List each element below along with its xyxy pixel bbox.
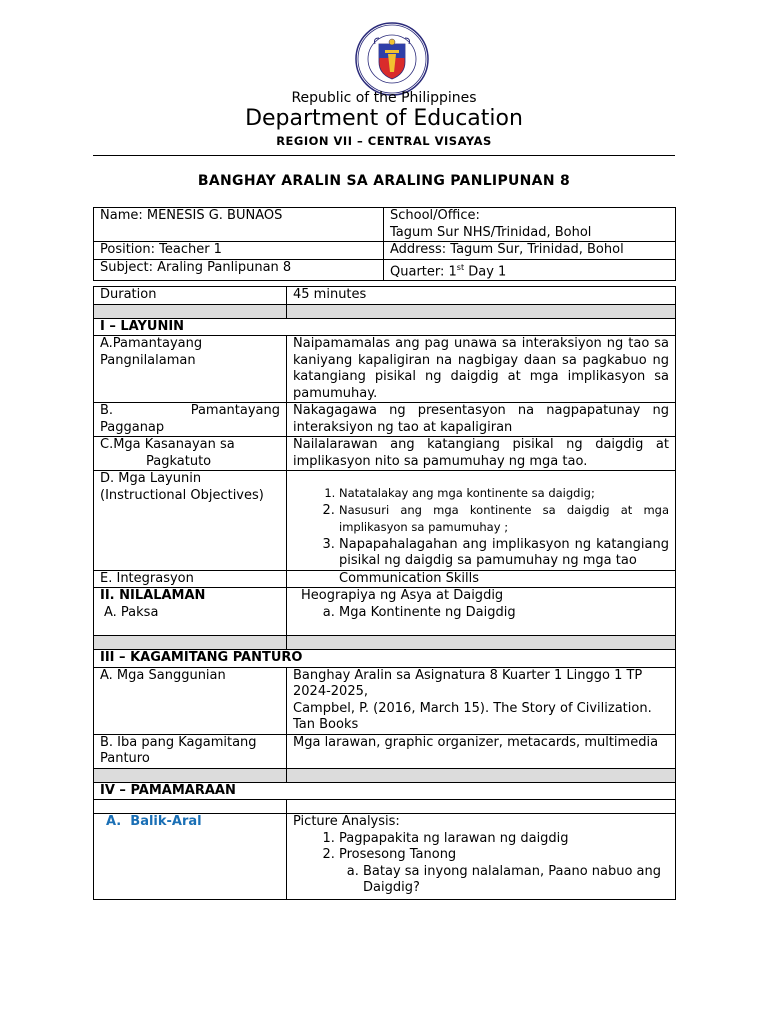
spacer-row	[94, 636, 676, 650]
address: Address: Tagum Sur, Trinidad, Bohol	[384, 242, 676, 260]
pangnilalaman-label: A.Pamantayang Pangnilalaman	[94, 336, 287, 403]
deped-seal-icon	[355, 22, 429, 96]
info-table	[93, 207, 676, 281]
integrasyon-label: E. Integrasyon	[94, 570, 287, 588]
paksa-value: Heograpiya ng Asya at Daigdig a. Mga Kontinente ng Daigdig	[287, 588, 676, 636]
pagganap-value: Nakagagawa ng presentasyon na nagpapatunay ng interaksiyon ng tao at kapaligiran	[287, 403, 676, 437]
section-kagamitan: III – KAGAMITANG PANTURO	[94, 650, 676, 668]
pagganap-label: B. Pamantayang Pagganap	[94, 403, 287, 437]
list-item: 2. Prosesong Tanong a. Batay sa inyong nalalaman, Paano nabuo ang Daigdig?	[339, 847, 669, 897]
kasanayan-value: Nailalarawan ang katangiang pisikal ng daigdig at implikasyon nito sa pamumuhay ng mga tao.	[287, 437, 676, 471]
section-layunin: I – LAYUNIN	[94, 318, 676, 336]
lesson-plan-table	[93, 286, 676, 900]
duration-label: Duration	[94, 287, 287, 305]
republic-heading: Republic of the Philippines	[291, 90, 477, 106]
spacer-row	[94, 800, 676, 814]
quarter: Quarter: 1st Day 1	[384, 259, 676, 281]
pangnilalaman-value: Naipamamalas ang pag unawa sa interaksiyon ng tao sa kaniyang kapaligiran na nagbigay daan sa pagkabuo ng katangiang pisikal ng daigdig at mga implikasyon sa pamumuhay.	[287, 336, 676, 403]
list-item: a. Batay sa inyong nalalaman, Paano nabuo ang Daigdig?	[363, 864, 669, 897]
balik-aral-label: A. Balik-Aral	[94, 814, 287, 900]
position: Position: Teacher 1	[94, 242, 384, 260]
integrasyon-value: Communication Skills	[287, 570, 676, 588]
school-office: School/Office: Tagum Sur NHS/Trinidad, Bohol	[384, 208, 676, 242]
layunin-label: D. Mga Layunin (Instructional Objectives)	[94, 471, 287, 571]
list-item: 3. Napapahalagahan ang implikasyon ng katangiang pisikal ng daigdig sa pamumuhay ng mga tao	[339, 537, 669, 570]
teacher-name: Name: MENESIS G. BUNAOS	[94, 208, 384, 242]
list-item: 1. Natatalakay ang mga kontinente sa daigdig;	[339, 485, 669, 502]
list-item: 2. Nasusuri ang mga kontinente sa daigdig at mga implikasyon sa pamumuhay ;	[339, 502, 669, 537]
document-title: BANGHAY ARALIN SA ARALING PANLIPUNAN 8	[197, 173, 571, 189]
objectives-list	[287, 471, 676, 571]
subject: Subject: Araling Panlipunan 8	[94, 259, 384, 281]
list-item: 1. Pagpapakita ng larawan ng daigdig	[339, 831, 669, 848]
sanggunian-label: A. Mga Sanggunian	[94, 667, 287, 734]
spacer-row	[94, 768, 676, 782]
sanggunian-value: Banghay Aralin sa Asignatura 8 Kuarter 1 Linggo 1 TP 2024-2025, Campbel, P. (2016, March 15). The Story of Civilization. Tan Books	[287, 667, 676, 734]
header-divider	[93, 155, 675, 156]
section-pamamaraan: IV – PAMAMARAAN	[94, 782, 676, 800]
region-heading: REGION VII – CENTRAL VISAYAS	[276, 134, 492, 148]
iba-kagamitan-label: B. Iba pang Kagamitang Panturo	[94, 734, 287, 768]
spacer-row	[94, 304, 676, 318]
section-nilalaman: II. NILALAMAN A. Paksa	[94, 588, 287, 636]
duration-value: 45 minutes	[287, 287, 676, 305]
kasanayan-label: C.Mga Kasanayan sa Pagkatuto	[94, 437, 287, 471]
department-heading: Department of Education	[245, 106, 523, 131]
list-item: a. Mga Kontinente ng Daigdig	[339, 605, 669, 622]
balik-aral-content: Picture Analysis: 1. Pagpapakita ng larawan ng daigdig 2. Prosesong Tanong a. Batay sa inyong nalalaman, Paano nabuo ang Daigdig?	[287, 814, 676, 900]
iba-kagamitan-value: Mga larawan, graphic organizer, metacards, multimedia	[287, 734, 676, 768]
